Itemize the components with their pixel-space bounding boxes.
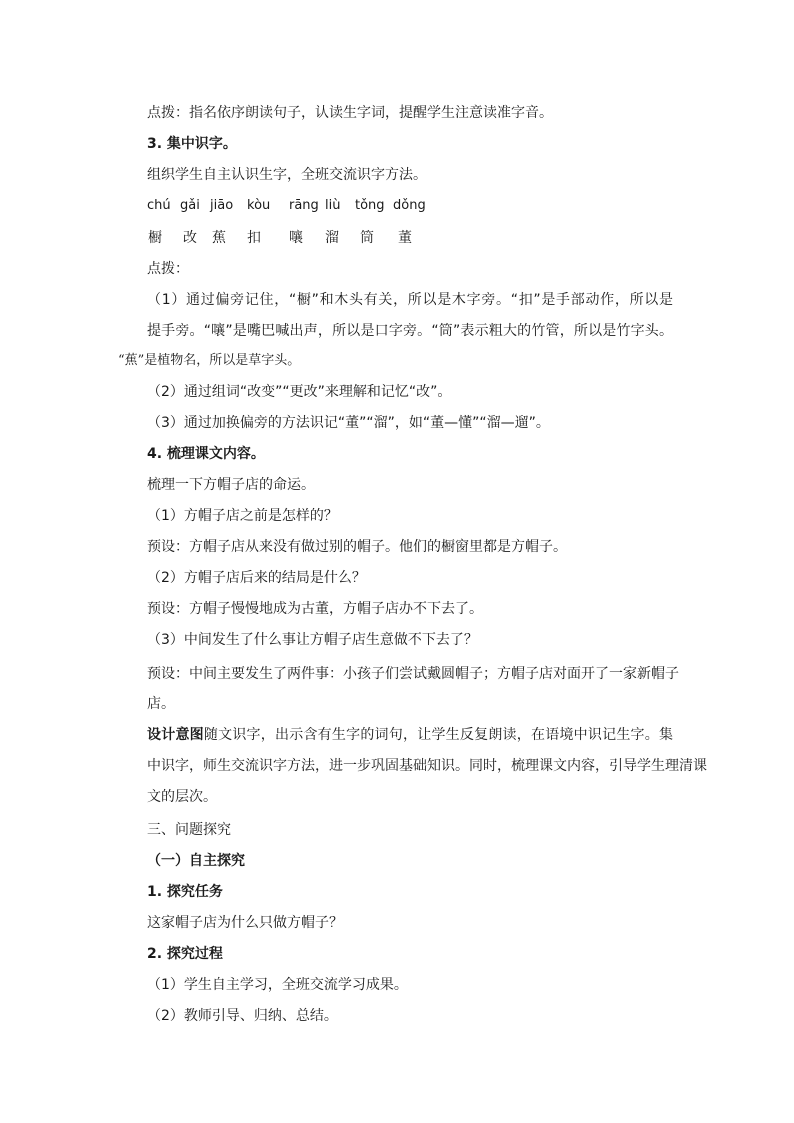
pinyin-liu: liù [325, 198, 341, 213]
paragraph-radical-1a: （1）通过偏旁记住，“橱”和木头有关，所以是木字旁。“扣”是手部动作，所以是 [147, 292, 673, 308]
paragraph-radical-1b: 提手旁。“嚷”是嘴巴喊出声，所以是口字旁。“筒”表示粗大的竹管，所以是竹字头。 [147, 323, 673, 339]
paragraph-dianbo-reading: 点拨：指名依序朗读句子，认读生字词，提醒学生注意读准字音。 [147, 105, 553, 121]
answer-3a: 预设：中间主要发生了两件事：小孩子们尝试戴圆帽子；方帽子店对面开了一家新帽子 [147, 666, 679, 682]
answer-3b: 店。 [147, 696, 175, 712]
heading-explore-process: 2. 探究过程 [147, 946, 223, 962]
paragraph-sort-fate: 梳理一下方帽子店的命运。 [147, 477, 315, 493]
pinyin-tong: tǒng [355, 198, 385, 213]
question-1: （1）方帽子店之前是怎样的？ [147, 508, 338, 524]
pinyin-rang: rāng [289, 198, 319, 213]
label-design-intent: 设计意图 [147, 727, 204, 743]
question-3: （3）中间发生了什么事让方帽子店生意做不下去了？ [147, 632, 478, 648]
pinyin-gai: gǎi [180, 198, 200, 213]
heading-3-concentrated-literacy: 3. 集中识字。 [147, 136, 237, 152]
subsection-1-title: （一）自主探究 [147, 853, 245, 869]
paragraph-process-2: （2）教师引导、归纳、总结。 [147, 1008, 338, 1024]
paragraph-design-intent-c: 文的层次。 [147, 789, 217, 805]
heading-4-sort-content: 4. 梳理课文内容。 [147, 446, 265, 462]
paragraph-radical-1c: “蕉”是植物名，所以是草字头。 [118, 353, 301, 368]
heading-explore-task: 1. 探究任务 [147, 884, 223, 900]
paragraph-organize-literacy: 组织学生自主认识生字，全班交流识字方法。 [147, 167, 427, 183]
paragraph-design-intent-a [147, 725, 673, 745]
design-intent-text-a: 随文识字，出示含有生字的词句，让学生反复朗读，在语境中识记生字。集 [203, 727, 673, 743]
pinyin-chu: chú [147, 198, 171, 213]
paragraph-word-gai: （2）通过组词“改变”“更改”来理解和记忆“改”。 [147, 384, 452, 400]
section-3-title: 三、问题探究 [147, 822, 231, 838]
char-liu: 溜 [325, 230, 339, 246]
paragraph-radical-swap: （3）通过加换偏旁的方法识记“董”“溜”，如“董—懂”“溜—遛”。 [147, 415, 550, 431]
question-2: （2）方帽子店后来的结局是什么？ [147, 570, 366, 586]
char-kou: 扣 [247, 230, 261, 246]
char-rang: 嚷 [289, 230, 303, 246]
pinyin-jiao: jiāo [210, 198, 234, 213]
paragraph-design-intent-b: 中识字，师生交流识字方法，进一步巩固基础知识。同时，梳理课文内容，引导学生理清课 [147, 758, 707, 774]
answer-2: 预设：方帽子慢慢地成为古董，方帽子店办不下去了。 [147, 601, 483, 617]
char-gai: 改 [183, 230, 197, 246]
label-dianbo: 点拨： [147, 261, 189, 277]
char-dong: 董 [398, 230, 412, 246]
char-chu: 橱 [148, 230, 162, 246]
char-jiao: 蕉 [212, 230, 226, 246]
paragraph-process-1: （1）学生自主学习，全班交流学习成果。 [147, 977, 408, 993]
pinyin-dong: dǒng [393, 198, 426, 213]
pinyin-kou: kòu [247, 198, 271, 213]
paragraph-explore-task: 这家帽子店为什么只做方帽子？ [147, 915, 343, 931]
char-tong: 筒 [360, 230, 374, 246]
answer-1: 预设：方帽子店从来没有做过别的帽子。他们的橱窗里都是方帽子。 [147, 539, 567, 555]
